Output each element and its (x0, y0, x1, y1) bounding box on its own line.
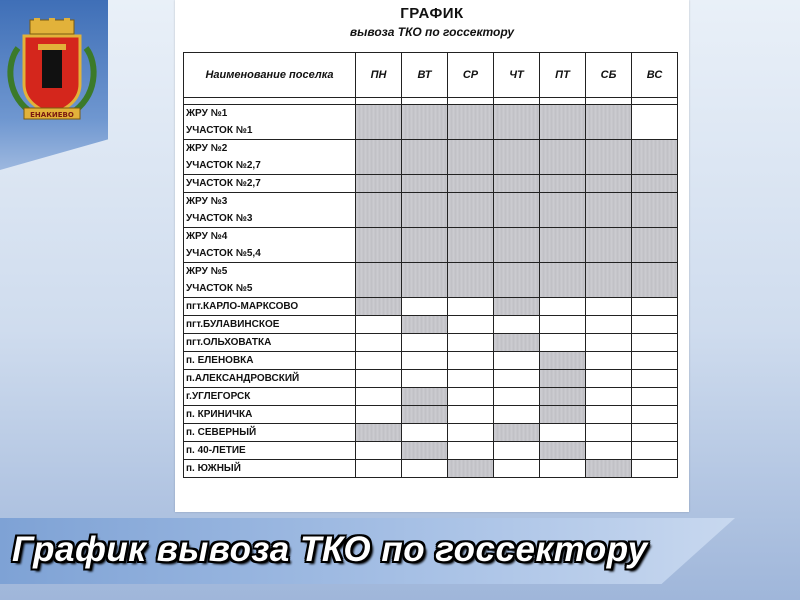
day-cell (448, 228, 494, 263)
schedule-document (175, 0, 689, 512)
settlement-name: пгт.БУЛАВИНСКОЕ (186, 319, 280, 330)
day-cell (494, 442, 540, 460)
day-cell (494, 175, 540, 193)
settlement-name: ЖРУ №3 (186, 196, 228, 207)
settlement-name: УЧАСТОК №2,7 (186, 160, 261, 171)
day-cell (586, 406, 632, 424)
day-cell (540, 370, 586, 388)
day-cell (586, 193, 632, 228)
day-cell (586, 175, 632, 193)
day-cell (540, 316, 586, 334)
day-cell (632, 193, 678, 228)
settlement-name: г.УГЛЕГОРСК (186, 391, 251, 402)
settlement-name-cell (184, 298, 356, 316)
day-cell (448, 175, 494, 193)
table-row (184, 140, 678, 175)
day-cell (632, 140, 678, 175)
day-cell (402, 175, 448, 193)
day-cell (632, 424, 678, 442)
table-row (184, 193, 678, 228)
day-cell (494, 298, 540, 316)
day-cell (356, 460, 402, 478)
day-cell (632, 460, 678, 478)
day-cell (402, 388, 448, 406)
settlement-name-cell (184, 263, 356, 298)
day-cell (540, 460, 586, 478)
day-cell (632, 370, 678, 388)
day-cell (632, 334, 678, 352)
day-cell (448, 442, 494, 460)
banner-title: График вывоза ТКО по госсектору (12, 530, 648, 569)
day-cell (356, 193, 402, 228)
day-cell (356, 228, 402, 263)
day-cell (356, 352, 402, 370)
day-cell (402, 298, 448, 316)
day-cell (448, 460, 494, 478)
day-cell (356, 424, 402, 442)
table-row (184, 352, 678, 370)
day-cell (494, 370, 540, 388)
day-cell (586, 140, 632, 175)
day-cell (402, 193, 448, 228)
settlement-name: п. КРИНИЧКА (186, 409, 253, 420)
day-cell (494, 105, 540, 140)
day-cell (356, 406, 402, 424)
day-cell (494, 460, 540, 478)
day-cell (632, 352, 678, 370)
day-cell (540, 424, 586, 442)
day-cell (402, 406, 448, 424)
settlement-name: ЖРУ №1 (186, 108, 228, 119)
day-cell (356, 316, 402, 334)
day-cell (356, 105, 402, 140)
settlement-name-cell (184, 460, 356, 478)
day-cell (448, 140, 494, 175)
day-cell (632, 388, 678, 406)
table-row (184, 460, 678, 478)
day-cell (586, 298, 632, 316)
day-cell (448, 424, 494, 442)
day-cell (402, 460, 448, 478)
day-cell (402, 316, 448, 334)
settlement-name-cell (184, 193, 356, 228)
settlement-name-cell (184, 370, 356, 388)
day-cell (632, 175, 678, 193)
day-cell (540, 334, 586, 352)
day-cell (402, 370, 448, 388)
settlement-name-cell (184, 442, 356, 460)
day-cell (586, 388, 632, 406)
day-cell (494, 316, 540, 334)
day-cell (586, 228, 632, 263)
day-cell (448, 406, 494, 424)
day-cell (402, 352, 448, 370)
day-cell (540, 105, 586, 140)
column-header: СР (448, 53, 494, 98)
day-cell (448, 193, 494, 228)
settlement-name: УЧАСТОК №5,4 (186, 248, 261, 259)
day-cell (632, 263, 678, 298)
day-cell (356, 334, 402, 352)
spacer-row (184, 98, 678, 105)
day-cell (494, 388, 540, 406)
column-header: ПН (356, 53, 402, 98)
emblem-caption: ЕНАКИЕВО (30, 111, 74, 119)
day-cell (402, 334, 448, 352)
day-cell (586, 442, 632, 460)
settlement-name-cell (184, 352, 356, 370)
document-subtitle: вывоза ТКО по госсектору (349, 25, 515, 39)
settlement-name-cell (184, 406, 356, 424)
day-cell (632, 298, 678, 316)
day-cell (494, 140, 540, 175)
settlement-name: ЖРУ №5 (186, 266, 228, 277)
day-cell (402, 263, 448, 298)
table-header-row (184, 53, 678, 98)
settlement-name: п. 40-ЛЕТИЕ (186, 445, 246, 456)
day-cell (586, 352, 632, 370)
day-cell (586, 424, 632, 442)
day-cell (356, 442, 402, 460)
day-cell (494, 228, 540, 263)
settlement-name-cell (184, 140, 356, 175)
day-cell (540, 298, 586, 316)
day-cell (448, 334, 494, 352)
table-row (184, 442, 678, 460)
day-cell (540, 406, 586, 424)
day-cell (586, 316, 632, 334)
column-header: ПТ (540, 53, 586, 98)
settlement-name-cell (184, 334, 356, 352)
settlement-name: пгт.ОЛЬХОВАТКА (186, 337, 272, 348)
day-cell (448, 352, 494, 370)
day-cell (586, 370, 632, 388)
settlement-name: УЧАСТОК №3 (186, 213, 253, 224)
day-cell (448, 263, 494, 298)
day-cell (632, 406, 678, 424)
day-cell (540, 442, 586, 460)
day-cell (540, 263, 586, 298)
day-cell (356, 175, 402, 193)
day-cell (356, 298, 402, 316)
day-cell (356, 140, 402, 175)
day-cell (586, 334, 632, 352)
settlement-name-cell (184, 316, 356, 334)
settlement-name: УЧАСТОК №5 (186, 283, 253, 294)
day-cell (494, 334, 540, 352)
settlement-name: ЖРУ №2 (186, 143, 228, 154)
day-cell (586, 263, 632, 298)
column-header: ВС (632, 53, 678, 98)
settlement-name: п. СЕВЕРНЫЙ (186, 427, 257, 438)
column-header: Наименование поселка (184, 53, 356, 98)
settlement-name: пгт.КАРЛО-МАРКСОВО (186, 301, 299, 312)
table-row (184, 334, 678, 352)
settlement-name-cell (184, 228, 356, 263)
day-cell (448, 105, 494, 140)
day-cell (494, 263, 540, 298)
day-cell (494, 193, 540, 228)
day-cell (540, 388, 586, 406)
table-row (184, 388, 678, 406)
day-cell (356, 388, 402, 406)
day-cell (540, 352, 586, 370)
day-cell (448, 316, 494, 334)
settlement-name: п. ЕЛЕНОВКА (186, 355, 254, 366)
table-row (184, 263, 678, 298)
settlement-name-cell (184, 388, 356, 406)
settlement-name: УЧАСТОК №1 (186, 125, 253, 136)
day-cell (402, 140, 448, 175)
day-cell (402, 442, 448, 460)
settlement-name: п. ЮЖНЫЙ (186, 463, 241, 474)
day-cell (448, 370, 494, 388)
table-row (184, 298, 678, 316)
table-row (184, 228, 678, 263)
day-cell (632, 316, 678, 334)
settlement-name: УЧАСТОК №2,7 (186, 178, 261, 189)
day-cell (356, 370, 402, 388)
column-header: СБ (586, 53, 632, 98)
day-cell (586, 460, 632, 478)
day-cell (402, 105, 448, 140)
day-cell (448, 388, 494, 406)
day-cell (540, 140, 586, 175)
table-row (184, 406, 678, 424)
settlement-name-cell (184, 424, 356, 442)
table-row (184, 105, 678, 140)
table-row (184, 316, 678, 334)
settlement-name: п.АЛЕКСАНДРОВСКИЙ (186, 373, 300, 384)
day-cell (448, 298, 494, 316)
day-cell (632, 442, 678, 460)
document-title: ГРАФИК (400, 5, 464, 22)
table-row (184, 175, 678, 193)
table-row (184, 424, 678, 442)
day-cell (494, 352, 540, 370)
column-header: ЧТ (494, 53, 540, 98)
day-cell (540, 193, 586, 228)
settlement-name: ЖРУ №4 (186, 231, 228, 242)
day-cell (540, 228, 586, 263)
day-cell (586, 105, 632, 140)
schedule-table (183, 52, 678, 478)
day-cell (494, 424, 540, 442)
day-cell (494, 406, 540, 424)
day-cell (540, 175, 586, 193)
city-emblem (4, 18, 100, 122)
column-header: ВТ (402, 53, 448, 98)
day-cell (632, 105, 678, 140)
table-row (184, 370, 678, 388)
day-cell (632, 228, 678, 263)
day-cell (356, 263, 402, 298)
settlement-name-cell (184, 175, 356, 193)
day-cell (402, 228, 448, 263)
settlement-name-cell (184, 105, 356, 140)
day-cell (402, 424, 448, 442)
